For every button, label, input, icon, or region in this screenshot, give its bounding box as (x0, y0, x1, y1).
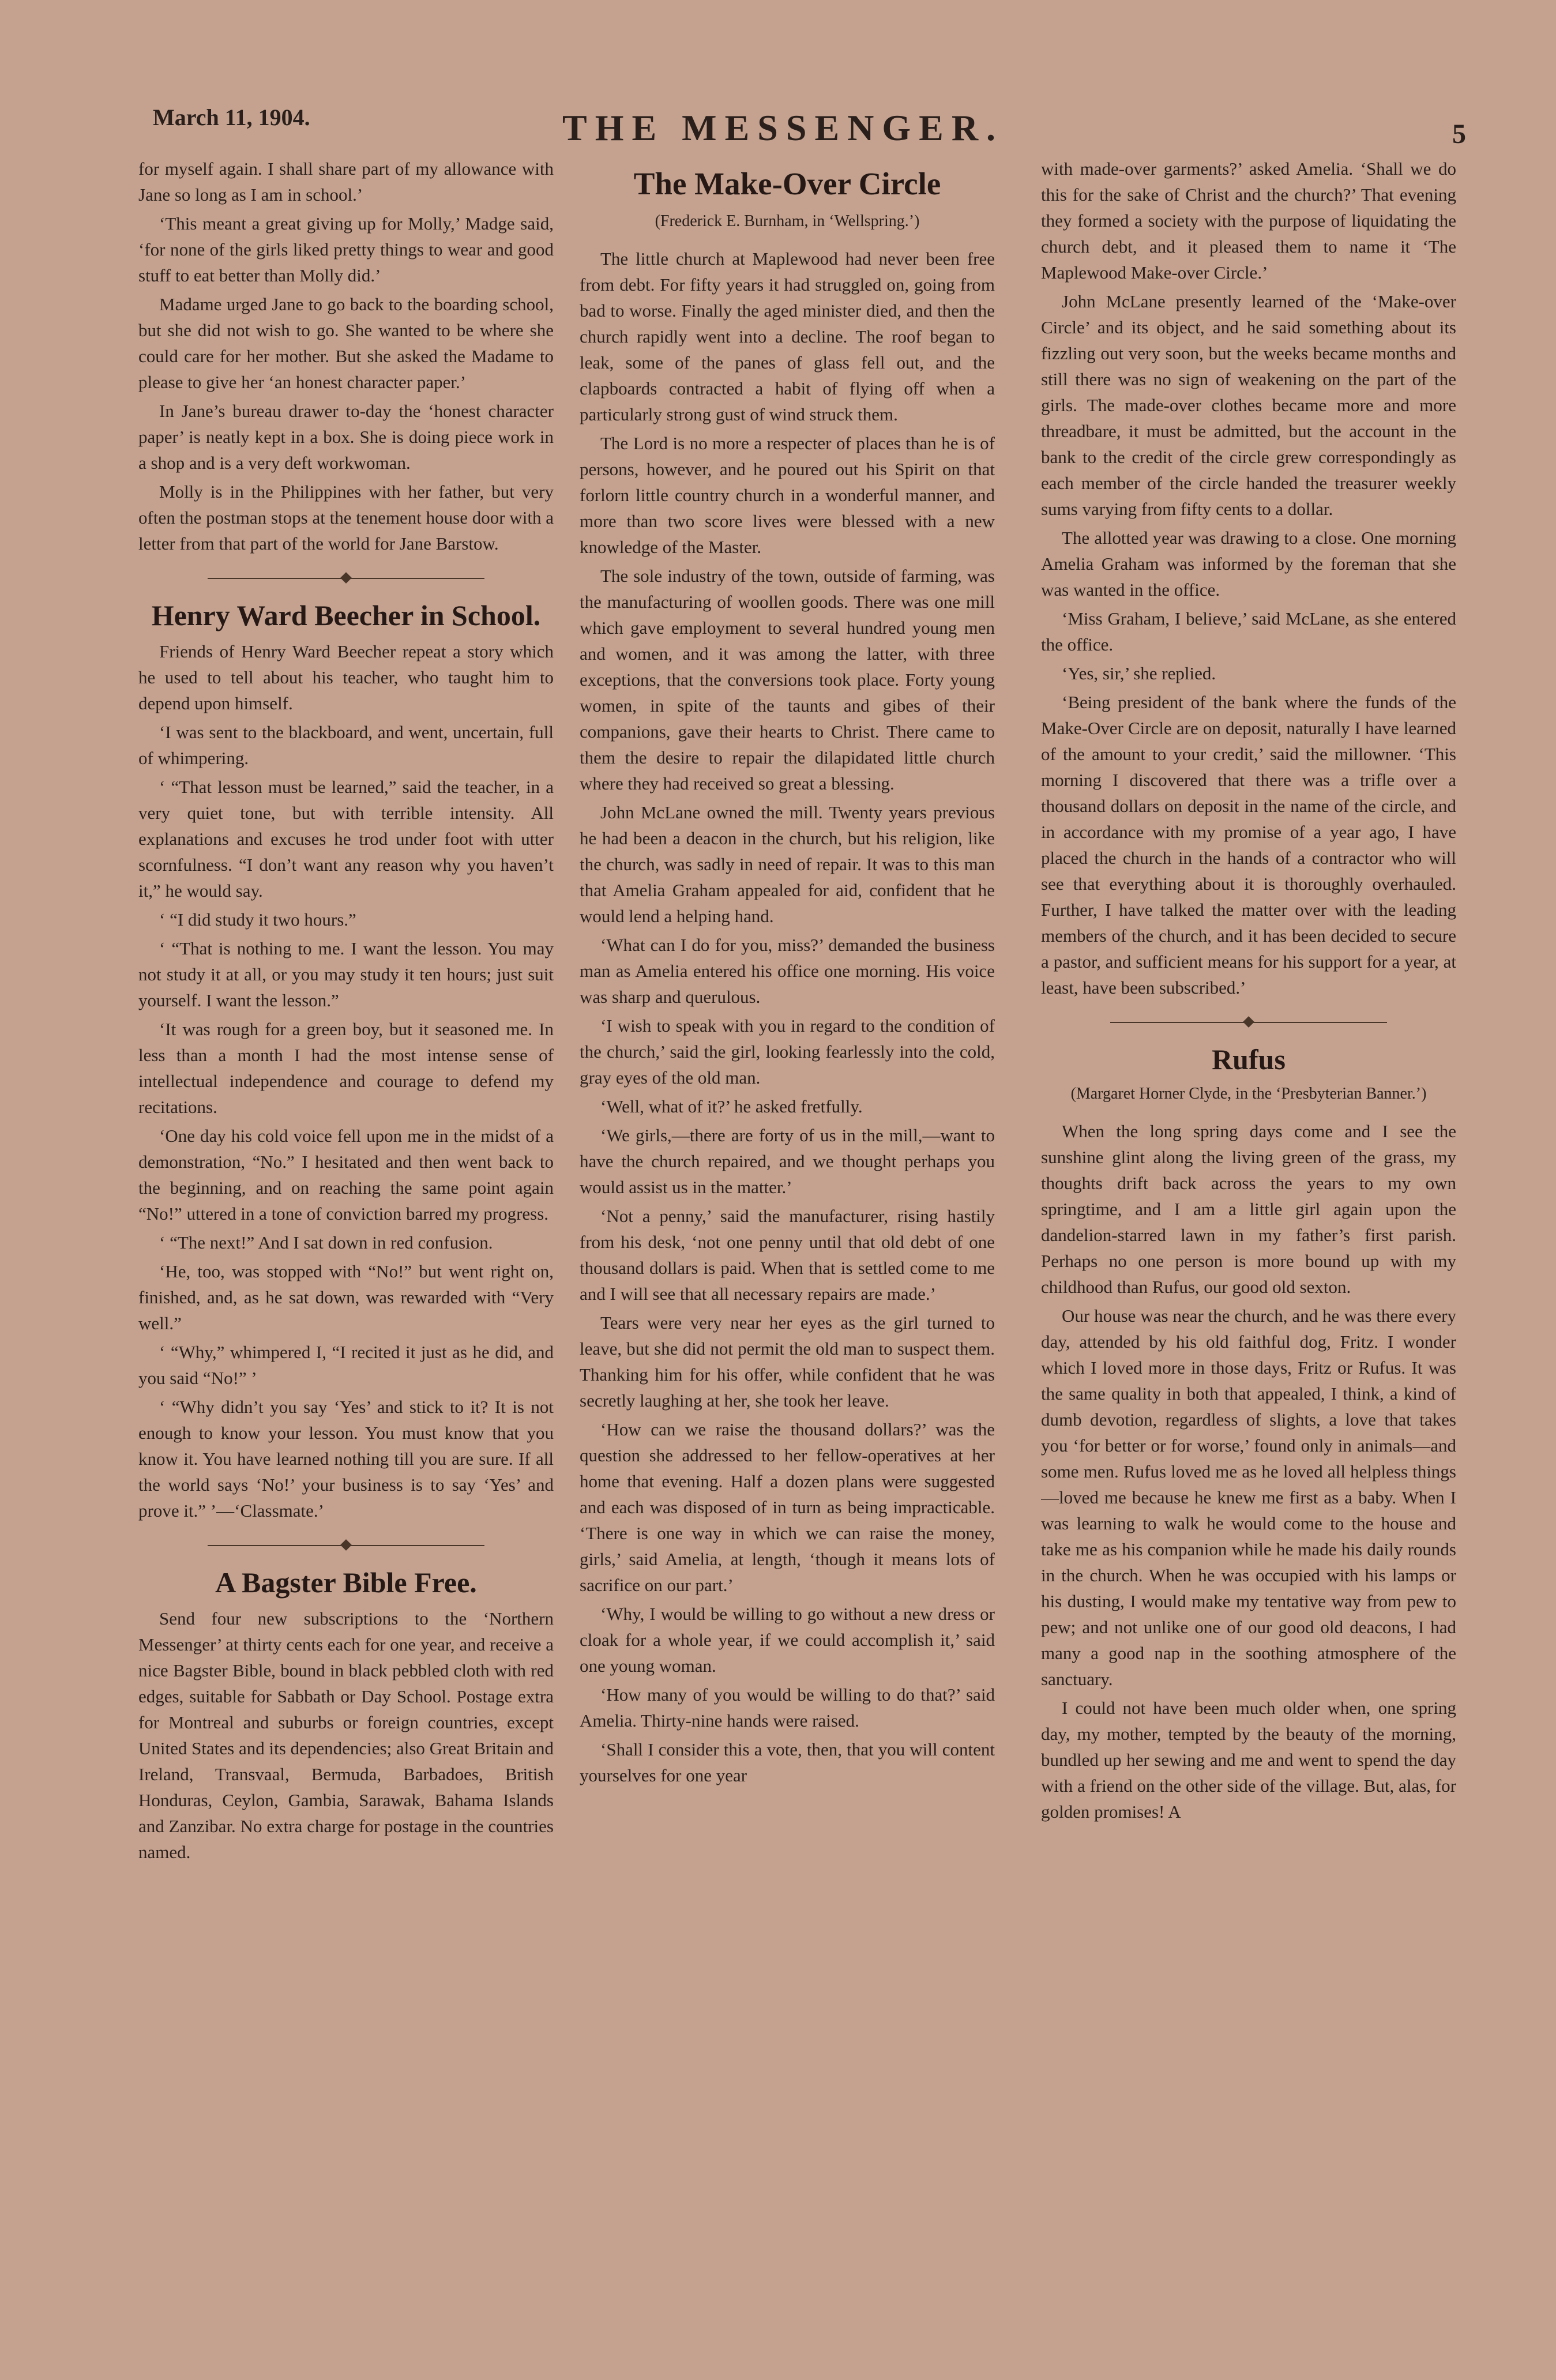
article-title-makeover: The Make-Over Circle (633, 166, 941, 201)
newspaper-title: THE MESSENGER. (562, 107, 1004, 148)
article-paragraph: Friends of Henry Ward Beecher repeat a story which he used to tell about his teacher, who taught him to depend upon himself. (138, 641, 554, 713)
article-paragraph: ‘It was rough for a green boy, but it seasoned me. In less than a month I had the most intense sense of intellectual independence and courage to defend my recitations. (138, 1019, 554, 1117)
article-paragraph: ‘He, too, was stopped with “No!” but went right on, finished, and, as he sat down, was rewarded with “Very well.” (138, 1261, 554, 1333)
article-paragraph: with made-over garments?’ asked Amelia. ‘Shall we do this for the sake of Christ and the church?’ That evening they formed a society with the purpose of liquidating the church debt, and it pleased them to name it ‘The Maplewood Make-over Circle.’ (1041, 159, 1456, 283)
article-paragraph: ‘Well, what of it?’ he asked fretfully. (600, 1096, 863, 1116)
section-divider (138, 569, 554, 588)
article-paragraph: Tears were very near her eyes as the girl turned to leave, but she did not permit the old man to suspect them. Thanking him for his offer, while confident that he was secretly laughing at her, she took her leave. (580, 1313, 995, 1411)
article-paragraph: for myself again. I shall share part of my allowance with Jane so long as I am in school.’ (138, 159, 554, 205)
article-paragraph: ‘ “That is nothing to me. I want the lesson. You may not study it at all, or you may study it ten hours; just suit yourself. I want the lesson.” (138, 938, 554, 1010)
article-paragraph: ‘I wish to speak with you in regard to the condition of the church,’ said the girl, looking fearlessly into the cold, gray eyes of the old man. (580, 1016, 995, 1088)
article-paragraph: ‘Why, I would be willing to go without a new dress or cloak for a whole year, if we could accomplish it,’ said one young woman. (580, 1604, 995, 1676)
article-paragraph: John McLane owned the mill. Twenty years previous he had been a deacon in the church, but his religion, like the church, was sadly in need of repair. It was to this man that Amelia Graham appealed for aid, confident that he would lend a helping hand. (580, 802, 995, 926)
masthead (0, 0, 1556, 161)
column-middle (580, 156, 995, 2347)
article-paragraph: I could not have been much older when, one spring day, my mother, tempted by the beauty of the morning, bundled up her sewing and me and went to spend the day with a friend on the other side of the village. But, alas, for golden promises! A (1041, 1698, 1456, 1822)
article-paragraph: ‘ “Why didn’t you say ‘Yes’ and stick to it? It is not enough to know your lesson. You must know that you know it. You have learned nothing till you are sure. If all the world says ‘No!’ your business is to say ‘Yes’ and prove it.” ’—‘Classmate.’ (138, 1397, 554, 1521)
article-title-beecher: Henry Ward Beecher in School. (151, 599, 541, 631)
article-paragraph: ‘ “I did study it two hours.” (159, 909, 356, 930)
article-paragraph: ‘How can we raise the thousand dollars?’ was the question she addressed to her fellow-operatives at her home that evening. Half a dozen plans were suggested and each was disposed of in turn as being impracticable. ‘There is one way in which we can raise the money, girls,’ said Amelia, at length, ‘though it means lots of sacrifice on our part.’ (580, 1419, 995, 1595)
article-paragraph: ‘One day his cold voice fell upon me in the midst of a demonstration, “No.” I hesitated and then went back to the beginning, and on reaching the same point again “No!” uttered in a tone of conviction barred my progress. (138, 1126, 554, 1224)
article-paragraph: ‘ “The next!” And I sat down in red confusion. (159, 1232, 493, 1253)
issue-date: March 11, 1904. (153, 104, 310, 130)
section-divider (1041, 1013, 1456, 1032)
article-title-rufus: Rufus (1212, 1043, 1286, 1076)
article-paragraph: The sole industry of the town, outside of farming, was the manufacturing of woollen goods. There was one mill which gave employment to several hundred young men and women, and it was among the latter, with three exceptions, that the conversions took place. Forty young women, in spite of the taunts and gibes of their companions, gave their hearts to Christ. There came to them the desire to repair the dilapidated little church where they had received so great a blessing. (580, 566, 995, 794)
article-paragraph: ‘Shall I consider this a vote, then, that you will content yourselves for one year (580, 1739, 995, 1785)
article-paragraph: ‘This meant a great giving up for Molly,’ Madge said, ‘for none of the girls liked pretty things to wear and good stuff to eat better than Molly did.’ (138, 213, 554, 285)
article-paragraph: The Lord is no more a respecter of places than he is of persons, however, and he poured out his Spirit on that forlorn little country church in a wonderful manner, and more than two score lives were blessed with a new knowledge of the Master. (580, 433, 995, 557)
article-paragraph: Molly is in the Philippines with her father, but very often the postman stops at the tenement house door with a letter from that part of the world for Jane Barstow. (138, 482, 554, 554)
page-number: 5 (1452, 119, 1466, 149)
article-paragraph: ‘ “Why,” whimpered I, “I recited it just as he did, and you said “No!” ’ (138, 1342, 554, 1388)
article-paragraph: Our house was near the church, and he was there every day, attended by his old faithful dog, Fritz. I wonder which I loved more in those days, Fritz or Rufus. It was the same quality in both that appealed, I think, a kind of dumb devotion, regardless of slights, a love that takes you ‘for better or for worse,’ found only in animals—and some men. Rufus loved me as he loved all helpless things—loved me because he knew me first as a baby. When I was learning to walk he would come to the house and take me as his companion while he made his daily rounds in the church. When he was occupied with his lamps or his dusting, I would make my tentative way from pew to pew; and not unlike one of our good old deacons, I had many a good nap in the soothing atmosphere of the sanctuary. (1041, 1306, 1456, 1689)
article-paragraph: ‘Not a penny,’ said the manufacturer, rising hastily from his desk, ‘not one penny until that old debt of one thousand dollars is paid. When that is settled come to me and I will see that all necessary repairs are made.’ (580, 1206, 995, 1304)
article-paragraph: ‘Being president of the bank where the funds of the Make-Over Circle are on deposit, naturally I have learned of the amount to your credit,’ said the millowner. ‘This morning I discovered that there was a trifle over a thousand dollars on deposit in the name of the circle, and in accordance with my promise of a year ago, I have placed the church in the hands of a contractor who will see that everything about it is thoroughly overhauled. Further, I have talked the matter over with the leading members of the church, and it has been decided to secure a pastor, and sufficient means for his support for a year, at least, have been subscribed.’ (1041, 692, 1456, 998)
article-paragraph: John McLane presently learned of the ‘Make-over Circle’ and its object, and he said something about its fizzling out very soon, but the weeks became months and still there was no sign of weakening on the part of the girls. The made-over clothes became more and more threadbare, it must be admitted, but the account in the bank to the credit of the circle grew correspondingly as each member of the circle handed the treasurer weekly sums varying from fifty cents to a dollar. (1041, 291, 1456, 519)
column-right (1041, 156, 1456, 2347)
article-paragraph: The allotted year was drawing to a close. One morning Amelia Graham was informed by the foreman that she was wanted in the office. (1041, 528, 1456, 600)
article-paragraph: ‘We girls,—there are forty of us in the mill,—want to have the church repaired, and we thought perhaps you would assist us in the matter.’ (580, 1125, 995, 1197)
article-paragraph: ‘I was sent to the blackboard, and went, uncertain, full of whimpering. (138, 722, 554, 768)
article-paragraph: ‘Miss Graham, I believe,’ said McLane, as she entered the office. (1041, 608, 1456, 655)
article-paragraph: Send four new subscriptions to the ‘Northern Messenger’ at thirty cents each for one year, and receive a nice Bagster Bible, bound in black pebbled cloth with red edges, suitable for Sabbath or Day School. Postage extra for Montreal and suburbs or foreign countries, except United States and its dependencies; also Great Britain and Ireland, Transvaal, Bermuda, Barbadoes, British Honduras, Ceylon, Gambia, Sarawak, Bahama Islands and Zanzibar. No extra charge for postage in the countries named. (138, 1608, 554, 1862)
article-byline: (Frederick E. Burnham, in ‘Wellspring.’) (655, 212, 920, 230)
article-paragraph: Madame urged Jane to go back to the boarding school, but she did not wish to go. She wanted to be where she could care for her mother. But she asked the Madame to please to give her ‘an honest character paper.’ (138, 294, 554, 392)
article-paragraph: ‘ “That lesson must be learned,” said the teacher, in a very quiet tone, but with terrible intensity. All explanations and excuses he trod under foot with utter scornfulness. “I don’t want any reason why you haven’t it,” he would say. (138, 777, 554, 901)
article-title-bagster: A Bagster Bible Free. (215, 1566, 477, 1599)
article-paragraph: ‘Yes, sir,’ she replied. (1062, 663, 1216, 683)
column-left (138, 156, 554, 2347)
article-paragraph: ‘What can I do for you, miss?’ demanded the business man as Amelia entered his office one morning. His voice was sharp and querulous. (580, 935, 995, 1007)
section-divider (138, 1536, 554, 1555)
article-paragraph: The little church at Maplewood had never been free from debt. For fifty years it had struggled on, going from bad to worse. Finally the aged minister died, and then the church rapidly went into a decline. The roof began to leak, some of the panes of glass fell out, and the clapboards contracted a habit of flying off when a particularly strong gust of wind struck them. (580, 249, 995, 424)
article-paragraph: ‘How many of you would be willing to do that?’ said Amelia. Thirty-nine hands were raised. (580, 1685, 995, 1731)
article-paragraph: When the long spring days come and I see the sunshine glint along the living green of the grass, my thoughts drift back across the years to my own springtime, and I am a little girl again upon the dandelion-starred lawn in my father’s first parish. Perhaps no one person is more bound up with my childhood than Rufus, our good old sexton. (1041, 1121, 1456, 1297)
article-byline: (Margaret Horner Clyde, in the ‘Presbyterian Banner.’) (1070, 1085, 1427, 1103)
article-paragraph: In Jane’s bureau drawer to-day the ‘honest character paper’ is neatly kept in a box. She is doing piece work in a shop and is a very deft workwoman. (138, 401, 554, 473)
